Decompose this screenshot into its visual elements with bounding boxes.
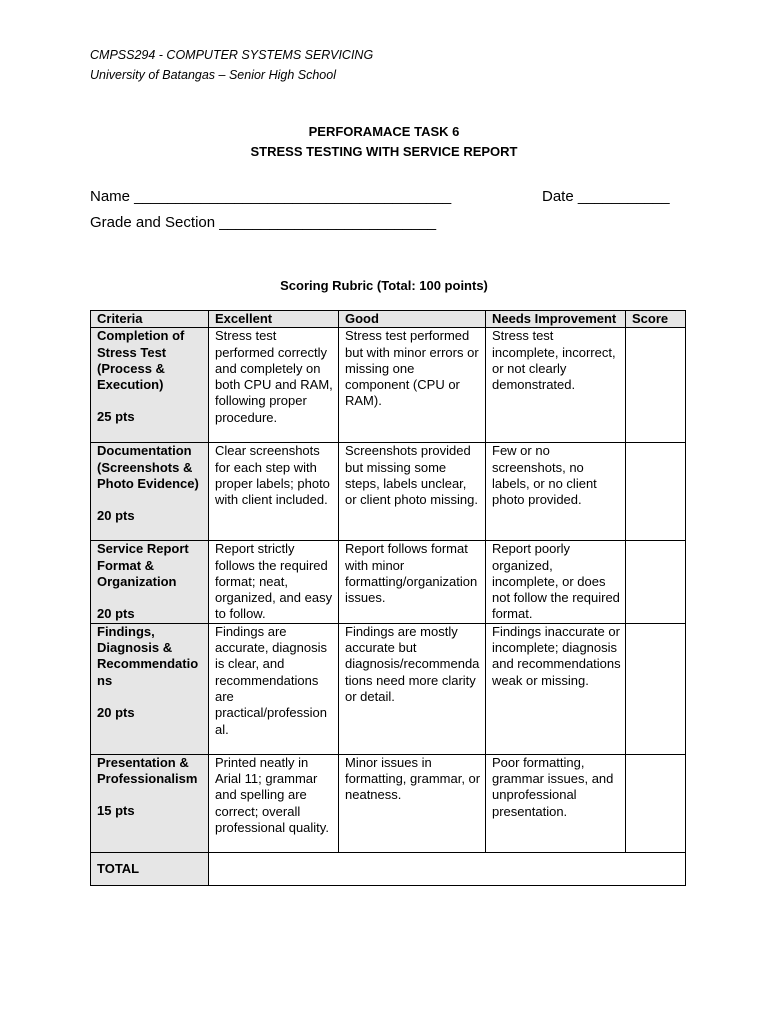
score-cell <box>626 623 686 754</box>
criteria-points: 20 pts <box>97 606 135 622</box>
criteria-label: Service Report Format & Organization <box>97 541 189 589</box>
column-header-good: Good <box>339 311 486 328</box>
good-cell: Screenshots provided but missing some steps, labels unclear, or client photo missing. <box>339 443 486 541</box>
excellent-cell: Stress test performed correctly and completely on both CPU and RAM, following proper procedure. <box>209 328 339 443</box>
good-cell: Findings are mostly accurate but diagnosis/recommendations need more clarity or detail. <box>339 623 486 754</box>
score-cell <box>626 328 686 443</box>
criteria-points: 20 pts <box>97 508 135 524</box>
task-subtitle: STRESS TESTING WITH SERVICE REPORT <box>250 144 518 159</box>
total-value-cell <box>209 852 686 885</box>
table-header-row <box>91 311 686 328</box>
criteria-points: 20 pts <box>97 704 135 720</box>
table-row <box>91 328 686 443</box>
score-cell <box>626 754 686 852</box>
column-header-criteria: Criteria <box>91 311 209 328</box>
good-cell: Minor issues in formatting, grammar, or neatness. <box>339 754 486 852</box>
table-row <box>91 623 686 754</box>
good-cell: Stress test performed but with minor errors or missing one component (CPU or RAM). <box>339 328 486 443</box>
excellent-cell: Printed neatly in Arial 11; grammar and spelling are correct; overall professional quality. <box>209 754 339 852</box>
scoring-rubric-table <box>90 310 686 886</box>
good-cell: Report follows format with minor formatting/organization issues. <box>339 541 486 623</box>
column-header-needs-improvement: Needs Improvement <box>486 311 626 328</box>
column-header-excellent: Excellent <box>209 311 339 328</box>
grade-section-field: Grade and Section __________________________ <box>90 214 437 231</box>
total-row <box>91 852 686 885</box>
excellent-cell: Clear screenshots for each step with proper labels; photo with client included. <box>209 443 339 541</box>
task-title: PERFORAMACE TASK 6 <box>308 124 460 139</box>
criteria-label: Presentation & Professionalism <box>97 754 198 787</box>
needs-improvement-cell: Few or no screenshots, no labels, or no client photo provided. <box>486 443 626 541</box>
criteria-cell <box>91 328 209 443</box>
table-row <box>91 541 686 623</box>
rubric-heading: Scoring Rubric (Total: 100 points) <box>280 278 488 293</box>
table-row <box>91 754 686 852</box>
criteria-cell <box>91 443 209 541</box>
needs-improvement-cell: Findings inaccurate or incomplete; diagnosis and recommendations weak or missing. <box>486 623 626 754</box>
table-row <box>91 443 686 541</box>
criteria-label: Documentation (Screenshots & Photo Evidence) <box>97 443 199 491</box>
criteria-cell <box>91 754 209 852</box>
name-field: Name ______________________________________ <box>90 188 452 205</box>
school-header: University of Batangas – Senior High School <box>90 68 336 82</box>
criteria-label: Findings, Diagnosis & Recommendations <box>97 623 199 688</box>
criteria-label: Completion of Stress Test (Process & Execution) <box>97 328 185 393</box>
excellent-cell: Report strictly follows the required format; neat, organized, and easy to follow. <box>209 541 339 623</box>
score-cell <box>626 443 686 541</box>
date-field: Date ___________ <box>542 188 670 205</box>
column-header-score: Score <box>626 311 686 328</box>
needs-improvement-cell: Poor formatting, grammar issues, and unprofessional presentation. <box>486 754 626 852</box>
needs-improvement-cell: Report poorly organized, incomplete, or does not follow the required format. <box>486 541 626 623</box>
score-cell <box>626 541 686 623</box>
excellent-cell: Findings are accurate, diagnosis is clear, and recommendations are practical/professional. <box>209 623 339 754</box>
total-label: TOTAL <box>91 852 209 885</box>
criteria-cell <box>91 623 209 754</box>
criteria-points: 15 pts <box>97 803 135 819</box>
course-header: CMPSS294 - COMPUTER SYSTEMS SERVICING <box>90 48 374 62</box>
criteria-cell <box>91 541 209 623</box>
needs-improvement-cell: Stress test incomplete, incorrect, or not clearly demonstrated. <box>486 328 626 443</box>
criteria-points: 25 pts <box>97 409 135 425</box>
